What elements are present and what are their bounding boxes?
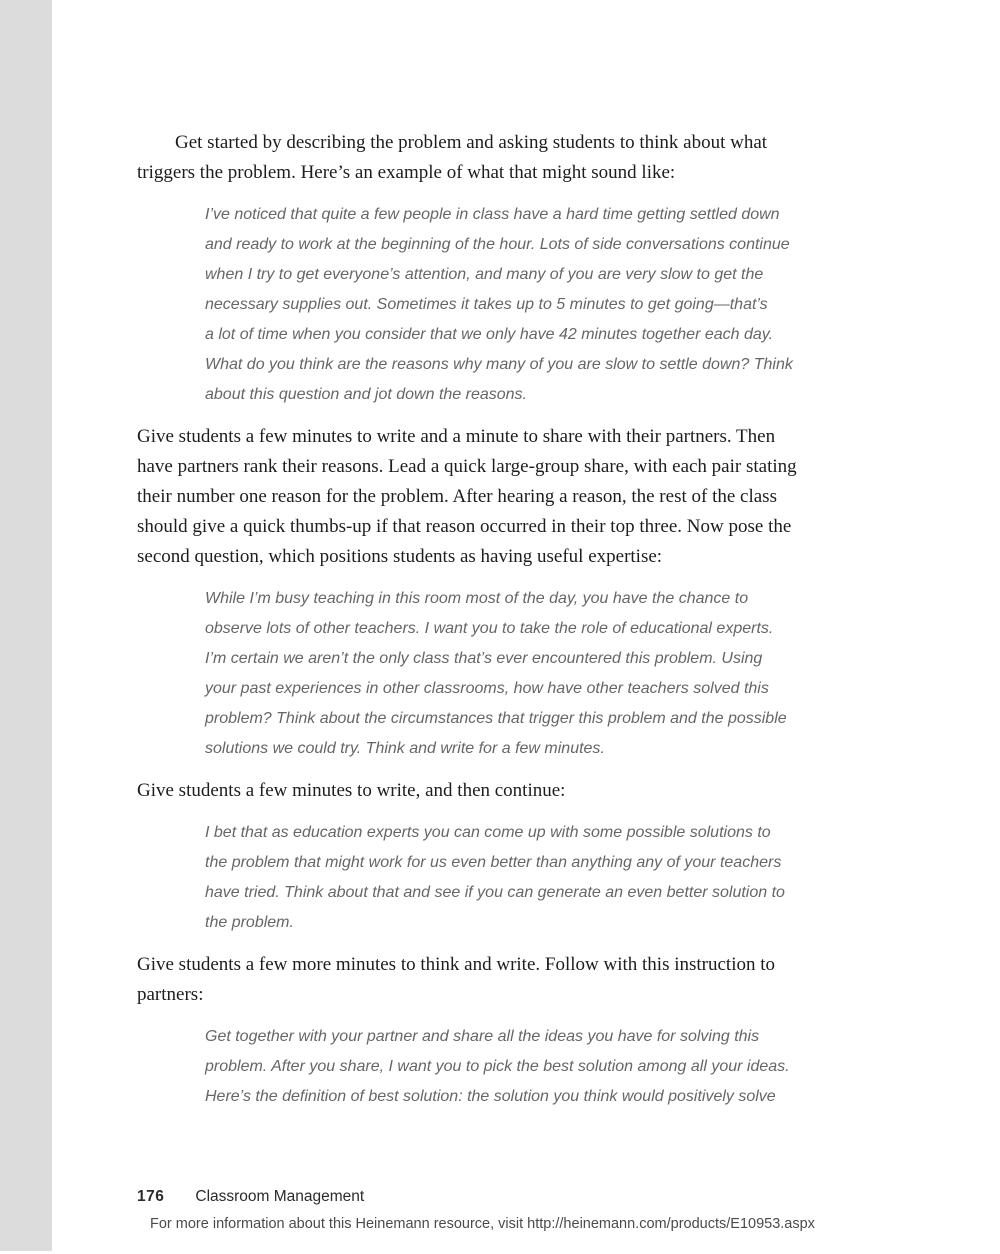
text-line: second question, which positions students as having useful expertise: [137, 546, 663, 567]
paragraph-instructions-2 [137, 776, 917, 806]
text-line: triggers the problem. Here’s an example of what that might sound like: [137, 162, 676, 183]
text-line: I’m certain we aren’t the only class that’s ever encountered this problem. Using [205, 650, 763, 667]
text-line: Give students a few minutes to write, and then continue: [137, 780, 566, 801]
text-line: observe lots of other teachers. I want you to take the role of educational experts. [205, 620, 774, 637]
text-line: when I try to get everyone’s attention, and many of you are very slow to get the [205, 266, 764, 283]
left-margin-strip [0, 0, 52, 1251]
text-line: What do you think are the reasons why many of you are slow to settle down? Think [205, 356, 793, 373]
text-line: Get started by describing the problem and asking students to think about what [175, 132, 768, 153]
text-line: have tried. Think about that and see if you can generate an even better solution to [205, 884, 785, 901]
page-content [137, 128, 917, 1112]
paragraph-instructions-3 [137, 950, 917, 1010]
text-line: I’ve noticed that quite a few people in class have a hard time getting settled down [205, 206, 780, 223]
text-line: have partners rank their reasons. Lead a quick large-group share, with each pair stating [137, 456, 797, 477]
text-line: and ready to work at the beginning of the hour. Lots of side conversations continue [205, 236, 790, 253]
text-line: the problem. [205, 914, 294, 931]
page-footer [137, 1188, 364, 1206]
text-line: solutions we could try. Think and write for a few minutes. [205, 740, 605, 757]
teacher-script-quote-3 [205, 818, 917, 938]
teacher-script-quote-4 [205, 1022, 917, 1112]
paragraph-intro [137, 128, 917, 188]
text-line: problem. After you share, I want you to pick the best solution among all your ideas. [205, 1058, 790, 1075]
footer-resource-note: For more information about this Heinemann resource, visit http://heinemann.com/products/E10953.aspx [150, 1216, 815, 1232]
text-line: Give students a few more minutes to think and write. Follow with this instruction to [137, 954, 776, 975]
text-line: about this question and jot down the reasons. [205, 386, 527, 403]
text-line: Give students a few minutes to write and a minute to share with their partners. Then [137, 426, 776, 447]
text-line: problem? Think about the circumstances that trigger this problem and the possible [205, 710, 787, 727]
text-line: While I’m busy teaching in this room most of the day, you have the chance to [205, 590, 749, 607]
teacher-script-quote-1 [205, 200, 917, 410]
text-line: necessary supplies out. Sometimes it takes up to 5 minutes to get going—that’s [205, 296, 768, 313]
text-line: their number one reason for the problem. After hearing a reason, the rest of the class [137, 486, 777, 507]
text-line: the problem that might work for us even better than anything any of your teachers [205, 854, 782, 871]
text-line: Get together with your partner and share all the ideas you have for solving this [205, 1028, 760, 1045]
text-line: Here’s the definition of best solution: the solution you think would positively solve [205, 1088, 776, 1105]
teacher-script-quote-2 [205, 584, 917, 764]
text-line: should give a quick thumbs-up if that reason occurred in their top three. Now pose the [137, 516, 792, 537]
text-line: a lot of time when you consider that we only have 42 minutes together each day. [205, 326, 774, 343]
paragraph-instructions-1 [137, 422, 917, 572]
text-line: partners: [137, 984, 204, 1005]
footer-page-number: 176 [137, 1188, 165, 1205]
footer-book-title: Classroom Management [195, 1188, 365, 1205]
text-line: I bet that as education experts you can come up with some possible solutions to [205, 824, 771, 841]
text-line: your past experiences in other classrooms, how have other teachers solved this [205, 680, 769, 697]
